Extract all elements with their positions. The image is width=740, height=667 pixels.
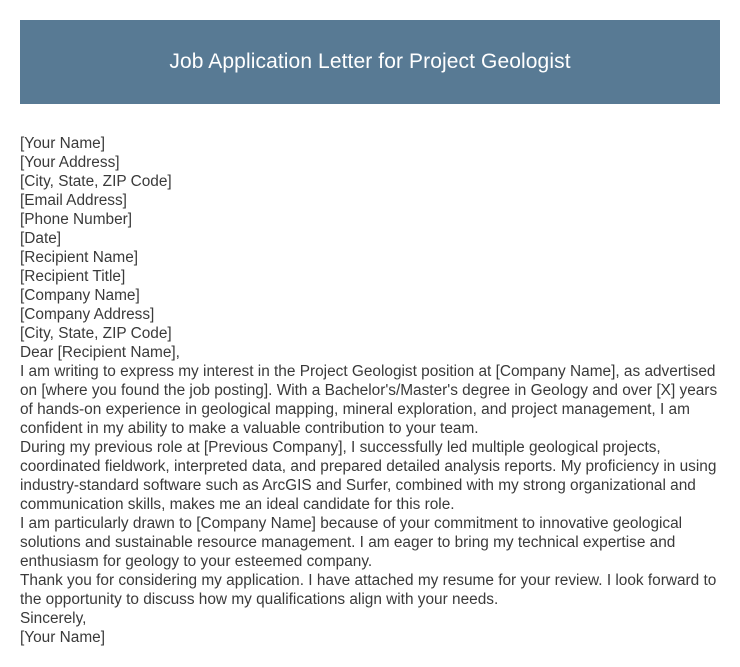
letter-date: [Date] [20, 230, 62, 247]
paragraph-experience: During my previous role at [Previous Company], I successfully led multiple geological projects, coordinated fieldwork, interpreted data, and prepared detailed analysis reports. My proficiency in using industry-standard software such as ArcGIS and Surfer, combined with my strong organizational and communication skills, makes me an ideal candidate for this role. [20, 439, 717, 513]
sender-city-state-zip: [City, State, ZIP Code] [20, 173, 172, 190]
page-title: Job Application Letter for Project Geologist [169, 50, 571, 73]
sender-address: [Your Address] [20, 154, 120, 171]
paragraph-intro: I am writing to express my interest in the Project Geologist position at [Company Name], as advertised on [where you found the job posting]. With a Bachelor's/Master's degree in Geology and over [X] years of hands-on experience in geological mapping, mineral exploration, and project management, I am confident in my ability to make a valuable contribution to your team. [20, 363, 718, 437]
recipient-address: [Company Address] [20, 306, 155, 323]
letter-body [20, 134, 724, 647]
recipient-company: [Company Name] [20, 287, 140, 304]
header-banner [20, 20, 720, 104]
sender-phone: [Phone Number] [20, 211, 133, 228]
recipient-title: [Recipient Title] [20, 268, 126, 285]
paragraph-closing: Thank you for considering my application. I have attached my resume for your review. I look forward to the opportunity to discuss how my qualifications align with your needs. [20, 572, 717, 608]
salutation: Dear [Recipient Name], [20, 344, 180, 361]
paragraph-motivation: I am particularly drawn to [Company Name] because of your commitment to innovative geological solutions and sustainable resource management. I am eager to bring my technical expertise and enthusiasm for geology to your esteemed company. [20, 515, 683, 570]
recipient-city-state-zip: [City, State, ZIP Code] [20, 325, 172, 342]
closing: Sincerely, [20, 610, 87, 627]
sender-email: [Email Address] [20, 192, 127, 209]
signature: [Your Name] [20, 629, 105, 646]
sender-name: [Your Name] [20, 135, 105, 152]
recipient-name: [Recipient Name] [20, 249, 139, 266]
